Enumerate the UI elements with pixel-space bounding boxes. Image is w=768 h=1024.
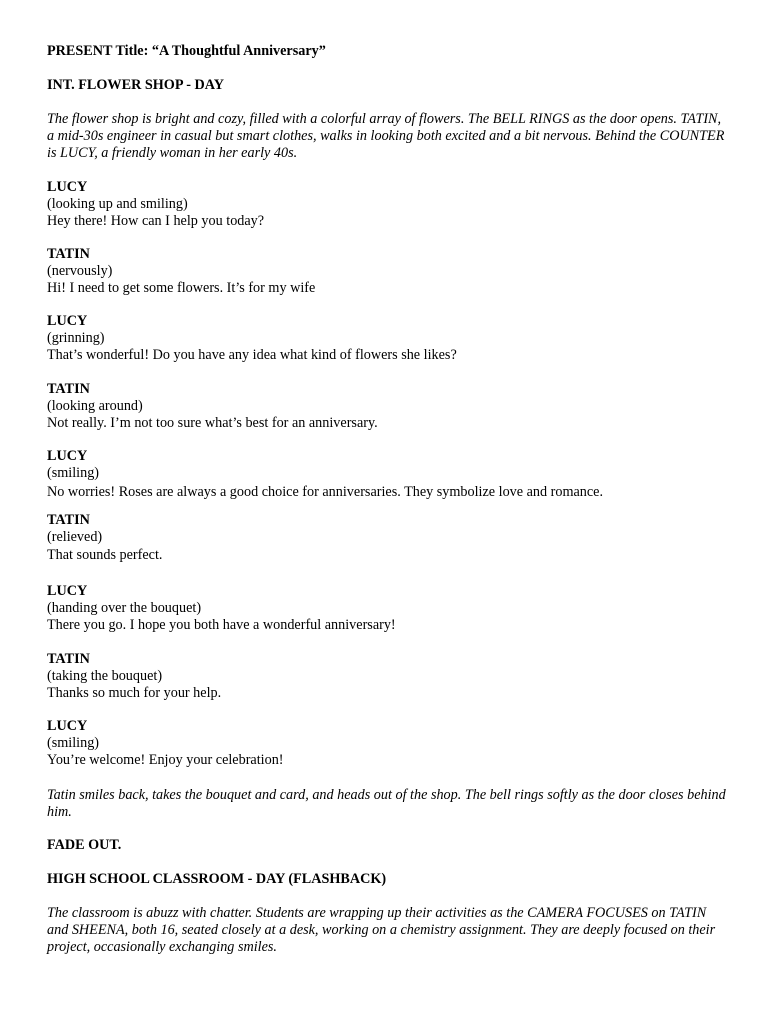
- character-name: LUCY: [47, 718, 88, 734]
- dialogue-block: [47, 718, 727, 769]
- scene-heading-classroom: HIGH SCHOOL CLASSROOM - DAY (FLASHBACK): [47, 871, 387, 887]
- character-name: LUCY: [47, 583, 88, 599]
- dialogue-line: Thanks so much for your help.: [47, 685, 222, 701]
- dialogue-block: [47, 512, 727, 564]
- character-name: TATIN: [47, 381, 90, 397]
- parenthetical: (nervously): [47, 263, 113, 279]
- dialogue-line: You’re welcome! Enjoy your celebration!: [47, 752, 284, 768]
- parenthetical: (handing over the bouquet): [47, 600, 202, 616]
- script-title: PRESENT Title: “A Thoughtful Anniversary”: [47, 43, 326, 59]
- transition: FADE OUT.: [47, 837, 122, 853]
- character-name: LUCY: [47, 179, 88, 195]
- dialogue-block: [47, 583, 727, 634]
- dialogue-block: [47, 651, 727, 702]
- parenthetical: (relieved): [47, 529, 103, 545]
- dialogue-line: There you go. I hope you both have a wonderful anniversary!: [47, 617, 396, 633]
- scene-closing-action: Tatin smiles back, takes the bouquet and card, and heads out of the shop. The bell rings softly as the door closes behind him.: [47, 787, 726, 820]
- dialogue-line: Hey there! How can I help you today?: [47, 213, 265, 229]
- parenthetical: (looking around): [47, 398, 143, 414]
- parenthetical: (smiling): [47, 465, 100, 481]
- character-name: TATIN: [47, 246, 90, 262]
- scene-heading-flower-shop: INT. FLOWER SHOP - DAY: [47, 77, 224, 93]
- character-name: LUCY: [47, 448, 88, 464]
- character-name: TATIN: [47, 512, 90, 528]
- dialogue-block: [47, 179, 727, 230]
- dialogue-block: [47, 448, 727, 501]
- dialogue-block: [47, 313, 727, 364]
- dialogue-line: That sounds perfect.: [47, 547, 163, 563]
- parenthetical: (grinning): [47, 330, 105, 346]
- scene-action-flower-shop: The flower shop is bright and cozy, filled with a colorful array of flowers. The BELL RINGS as the door opens. TATIN, a mid-30s engineer in casual but smart clothes, walks in looking both excited and a bit nervous. Behind the COUNTER is LUCY, a friendly woman in her early 40s.: [47, 111, 725, 161]
- dialogue-line: Hi! I need to get some flowers. It’s for my wife: [47, 280, 316, 296]
- parenthetical: (looking up and smiling): [47, 196, 188, 212]
- dialogue-line: That’s wonderful! Do you have any idea what kind of flowers she likes?: [47, 347, 457, 363]
- dialogue-block: [47, 381, 727, 432]
- dialogue-line: Not really. I’m not too sure what’s best for an anniversary.: [47, 415, 378, 431]
- character-name: LUCY: [47, 313, 88, 329]
- dialogue-block: [47, 246, 727, 297]
- parenthetical: (taking the bouquet): [47, 668, 163, 684]
- character-name: TATIN: [47, 651, 90, 667]
- dialogue-line: No worries! Roses are always a good choice for anniversaries. They symbolize love and romance.: [47, 484, 604, 500]
- scene-action-classroom: The classroom is abuzz with chatter. Students are wrapping up their activities as the CAMERA FOCUSES on TATIN and SHEENA, both 16, seated closely at a desk, working on a chemistry assignment. They are deeply focused on their project, occasionally exchanging smiles.: [47, 905, 716, 955]
- parenthetical: (smiling): [47, 735, 100, 751]
